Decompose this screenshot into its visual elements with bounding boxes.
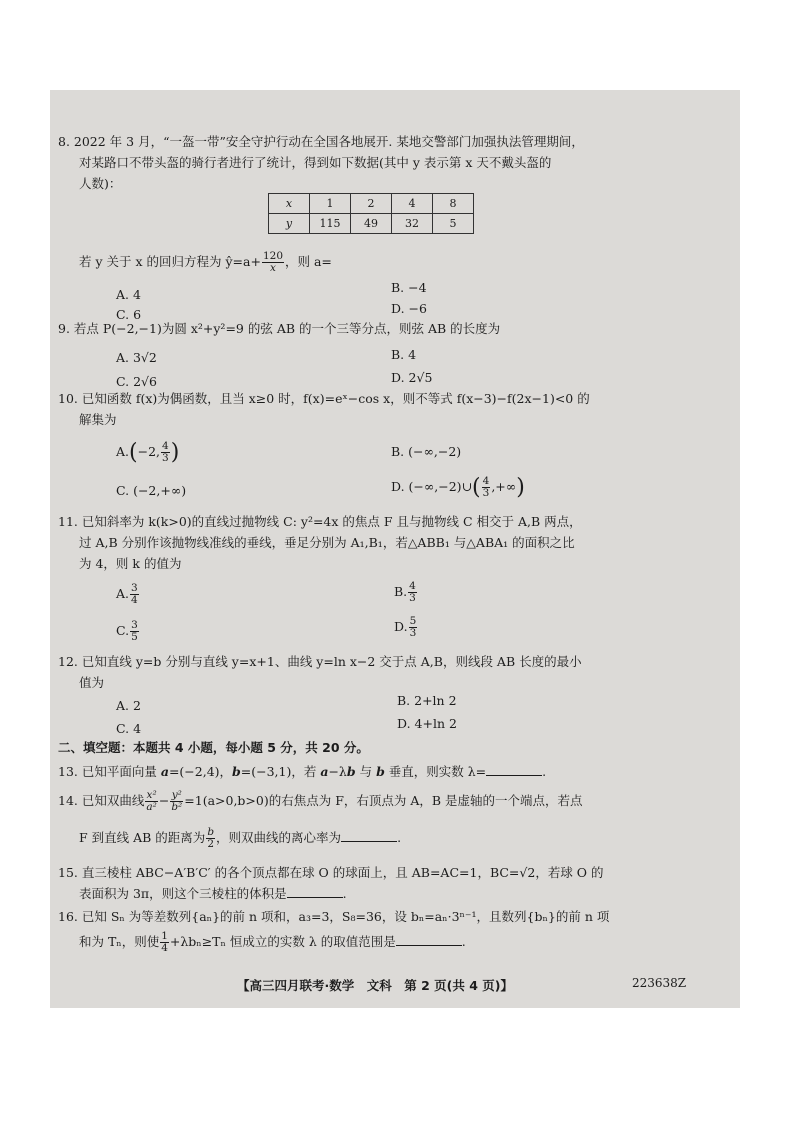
text: −	[158, 793, 170, 808]
numerator: y²	[171, 789, 182, 801]
question-9	[58, 318, 678, 339]
table-cell: 8	[433, 194, 474, 214]
q11-line3: 为 4，则 k 的值为	[79, 556, 182, 571]
q10-option-c[interactable]: C. (−2,+∞)	[116, 483, 187, 498]
vector-b: b	[376, 764, 385, 779]
question-11	[58, 511, 678, 574]
question-13	[58, 761, 678, 782]
answer-blank[interactable]	[287, 885, 343, 898]
numerator: x²	[146, 789, 157, 801]
section-heading-fill-in: 二、填空题：本题共 4 小题，每小题 5 分，共 20 分。	[58, 740, 369, 755]
denominator: 3	[409, 592, 416, 604]
q12-line1: 12. 已知直线 y=b 分别与直线 y=x+1、曲线 y=ln x−2 交于点 A,B，则线段 AB 长度的最小	[58, 654, 582, 669]
option-label: A.	[116, 444, 130, 459]
fraction	[170, 790, 183, 813]
q8-stem-a: 若 y 关于 x 的回归方程为 ŷ=a+	[79, 254, 261, 269]
answer-blank[interactable]	[341, 829, 397, 842]
option-fraction	[408, 581, 417, 604]
numerator: 1	[161, 930, 168, 942]
denominator: 3	[162, 452, 169, 464]
text: .	[461, 934, 466, 949]
question-12	[58, 651, 678, 693]
q10-a-fraction	[161, 441, 170, 464]
text: =(−2,4)，	[168, 764, 233, 779]
table-row	[269, 214, 474, 234]
q10-option-d[interactable]: D. (−∞,−2)∪( $\frac{4}{3}$ ,+∞)	[391, 475, 525, 500]
paper-code: 223638Z	[632, 976, 687, 990]
option-text: ,+∞	[491, 479, 517, 494]
text: 和为 Tₙ，则使	[79, 934, 160, 949]
q12-option-d[interactable]: D. 4+ln 2	[397, 716, 457, 731]
table-cell: 115	[310, 214, 351, 234]
text: =1(a>0,b>0)的右焦点为 F，右顶点为 A，B 是虚轴的一个端点，若点	[184, 793, 583, 808]
q10-line1: 10. 已知函数 f(x)为偶函数，且当 x≥0 时，f(x)=eˣ−cos x，则不等式 f(x−3)−f(2x−1)<0 的	[58, 391, 590, 406]
question-8	[58, 131, 678, 194]
fraction	[160, 931, 169, 954]
denominator: 3	[482, 487, 490, 499]
q8-line2: 对某路口不带头盔的骑行者进行了统计，得到如下数据(其中 y 表示第 x 天不戴头盔的	[79, 155, 552, 170]
numerator: b	[207, 826, 215, 838]
fraction	[145, 790, 157, 813]
q8-data-table	[268, 193, 474, 234]
table-cell: 1	[310, 194, 351, 214]
q9-option-c[interactable]: C. 2√6	[116, 374, 157, 389]
q11-line1: 11. 已知斜率为 k(k>0)的直线过抛物线 C: y²=4x 的焦点 F 且与抛物线 C 相交于 A,B 两点，	[58, 514, 582, 529]
text: 13. 已知平面向量	[58, 764, 161, 779]
text: .	[542, 764, 547, 779]
text: −λ	[328, 764, 347, 779]
q12-line2: 值为	[79, 675, 105, 690]
q9-option-b[interactable]: B. 4	[391, 347, 417, 362]
text: F 到直线 AB 的距离为	[79, 830, 206, 845]
text: .	[397, 830, 402, 845]
denominator: 4	[131, 594, 138, 606]
denominator: a²	[146, 801, 157, 813]
table-cell: 4	[392, 194, 433, 214]
q9-line1: 9. 若点 P(−2,−1)为圆 x²+y²=9 的弦 AB 的一个三等分点，则弦 AB 的长度为	[58, 321, 501, 336]
text: 垂直，则实数 λ=	[384, 764, 487, 779]
denominator: b²	[171, 801, 183, 813]
q11-option-c[interactable]	[116, 620, 140, 643]
numerator: 3	[131, 582, 138, 594]
q10-d-fraction	[482, 476, 491, 499]
option-label: C.	[116, 623, 130, 638]
q8-option-d[interactable]: D. −6	[391, 301, 427, 316]
q8-line1: 8. 2022 年 3 月，“一盔一带”安全守护行动在全国各地展开. 某地交警部门加强执法管理期间，	[58, 134, 584, 149]
denominator: 5	[131, 631, 138, 643]
q8-option-a[interactable]: A. 4	[116, 287, 141, 302]
q11-option-b[interactable]	[394, 581, 418, 604]
option-text: D. (−∞,−2)∪	[391, 479, 473, 494]
denominator: 2	[207, 838, 215, 850]
q8-stem-b: ，则 a=	[285, 254, 332, 269]
q8-line3: 人数)：	[79, 176, 122, 191]
q15-line1: 15. 直三棱柱 ABC−A′B′C′ 的各个顶点都在球 O 的球面上，且 AB=AC=1，BC=√2，若球 O 的	[58, 865, 604, 880]
q8-stem	[58, 251, 678, 274]
text: 表面积为 3π，则这个三棱柱的体积是	[79, 886, 287, 901]
q11-line2: 过 A,B 分别作该抛物线准线的垂线，垂足分别为 A₁,B₁，若△ABB₁ 与△ABA₁ 的面积之比	[79, 535, 575, 550]
numerator: 4	[482, 475, 490, 487]
fraction	[206, 827, 215, 850]
numerator: 120	[262, 250, 283, 262]
question-14	[58, 790, 678, 850]
denominator: 4	[161, 942, 168, 954]
option-fraction	[130, 583, 139, 606]
answer-blank[interactable]	[396, 933, 462, 946]
table-cell: 2	[351, 194, 392, 214]
text: .	[342, 886, 347, 901]
numerator: 3	[131, 619, 138, 631]
numerator: 5	[409, 615, 417, 627]
vector-b: b	[232, 764, 241, 779]
q8-fraction	[262, 251, 284, 274]
q10-line2: 解集为	[79, 412, 117, 427]
option-fraction	[130, 620, 139, 643]
text: ，则双曲线的离心率为	[216, 830, 342, 845]
q10-option-b[interactable]: B. (−∞,−2)	[391, 444, 462, 459]
answer-blank[interactable]	[486, 763, 542, 776]
vector-b: b	[346, 764, 356, 779]
vector-a: a	[320, 764, 329, 779]
option-label: A.	[116, 586, 130, 601]
text: =(−3,1)，若	[240, 764, 321, 779]
option-text: −2,	[137, 444, 161, 459]
numerator: 4	[162, 440, 169, 452]
option-fraction	[409, 616, 418, 639]
q11-option-d[interactable]	[394, 616, 418, 639]
vector-a: a	[160, 764, 169, 779]
q16-line1: 16. 已知 Sₙ 为等差数列{aₙ}的前 n 项和，a₃=3，S₈=36，设 bₙ=aₙ·3ⁿ⁻¹，且数列{bₙ}的前 n 项	[58, 909, 610, 924]
text: +λbₙ≥Tₙ 恒成立的实数 λ 的取值范围是	[169, 934, 396, 949]
table-cell: 5	[433, 214, 474, 234]
q8-option-c[interactable]: C. 6	[116, 307, 142, 322]
q8-option-b[interactable]: B. −4	[391, 280, 427, 295]
question-15	[58, 862, 678, 904]
q10-option-a[interactable]: A.(−2, $\frac{4}{3}$ )	[116, 440, 180, 465]
table-row	[269, 194, 474, 214]
option-label: D.	[394, 619, 408, 634]
page-footer: 【高三四月联考·数学 文科 第 2 页(共 4 页)】	[237, 978, 513, 993]
text: 14. 已知双曲线	[58, 793, 145, 808]
q11-option-a[interactable]	[116, 583, 140, 606]
denominator: 3	[409, 627, 417, 639]
q12-option-b[interactable]: B. 2+ln 2	[397, 693, 457, 708]
numerator: 4	[409, 580, 416, 592]
option-label: B.	[394, 584, 408, 599]
q9-option-a[interactable]: A. 3√2	[116, 350, 157, 365]
table-cell: x	[269, 194, 310, 214]
question-16	[58, 906, 678, 954]
q12-option-a[interactable]: A. 2	[116, 698, 141, 713]
question-10	[58, 388, 678, 430]
q9-option-d[interactable]: D. 2√5	[391, 370, 433, 385]
q12-option-c[interactable]: C. 4	[116, 721, 142, 736]
table-cell: y	[269, 214, 310, 234]
table-cell: 49	[351, 214, 392, 234]
table-cell: 32	[392, 214, 433, 234]
text: 与	[355, 764, 377, 779]
denominator: x	[270, 262, 276, 274]
